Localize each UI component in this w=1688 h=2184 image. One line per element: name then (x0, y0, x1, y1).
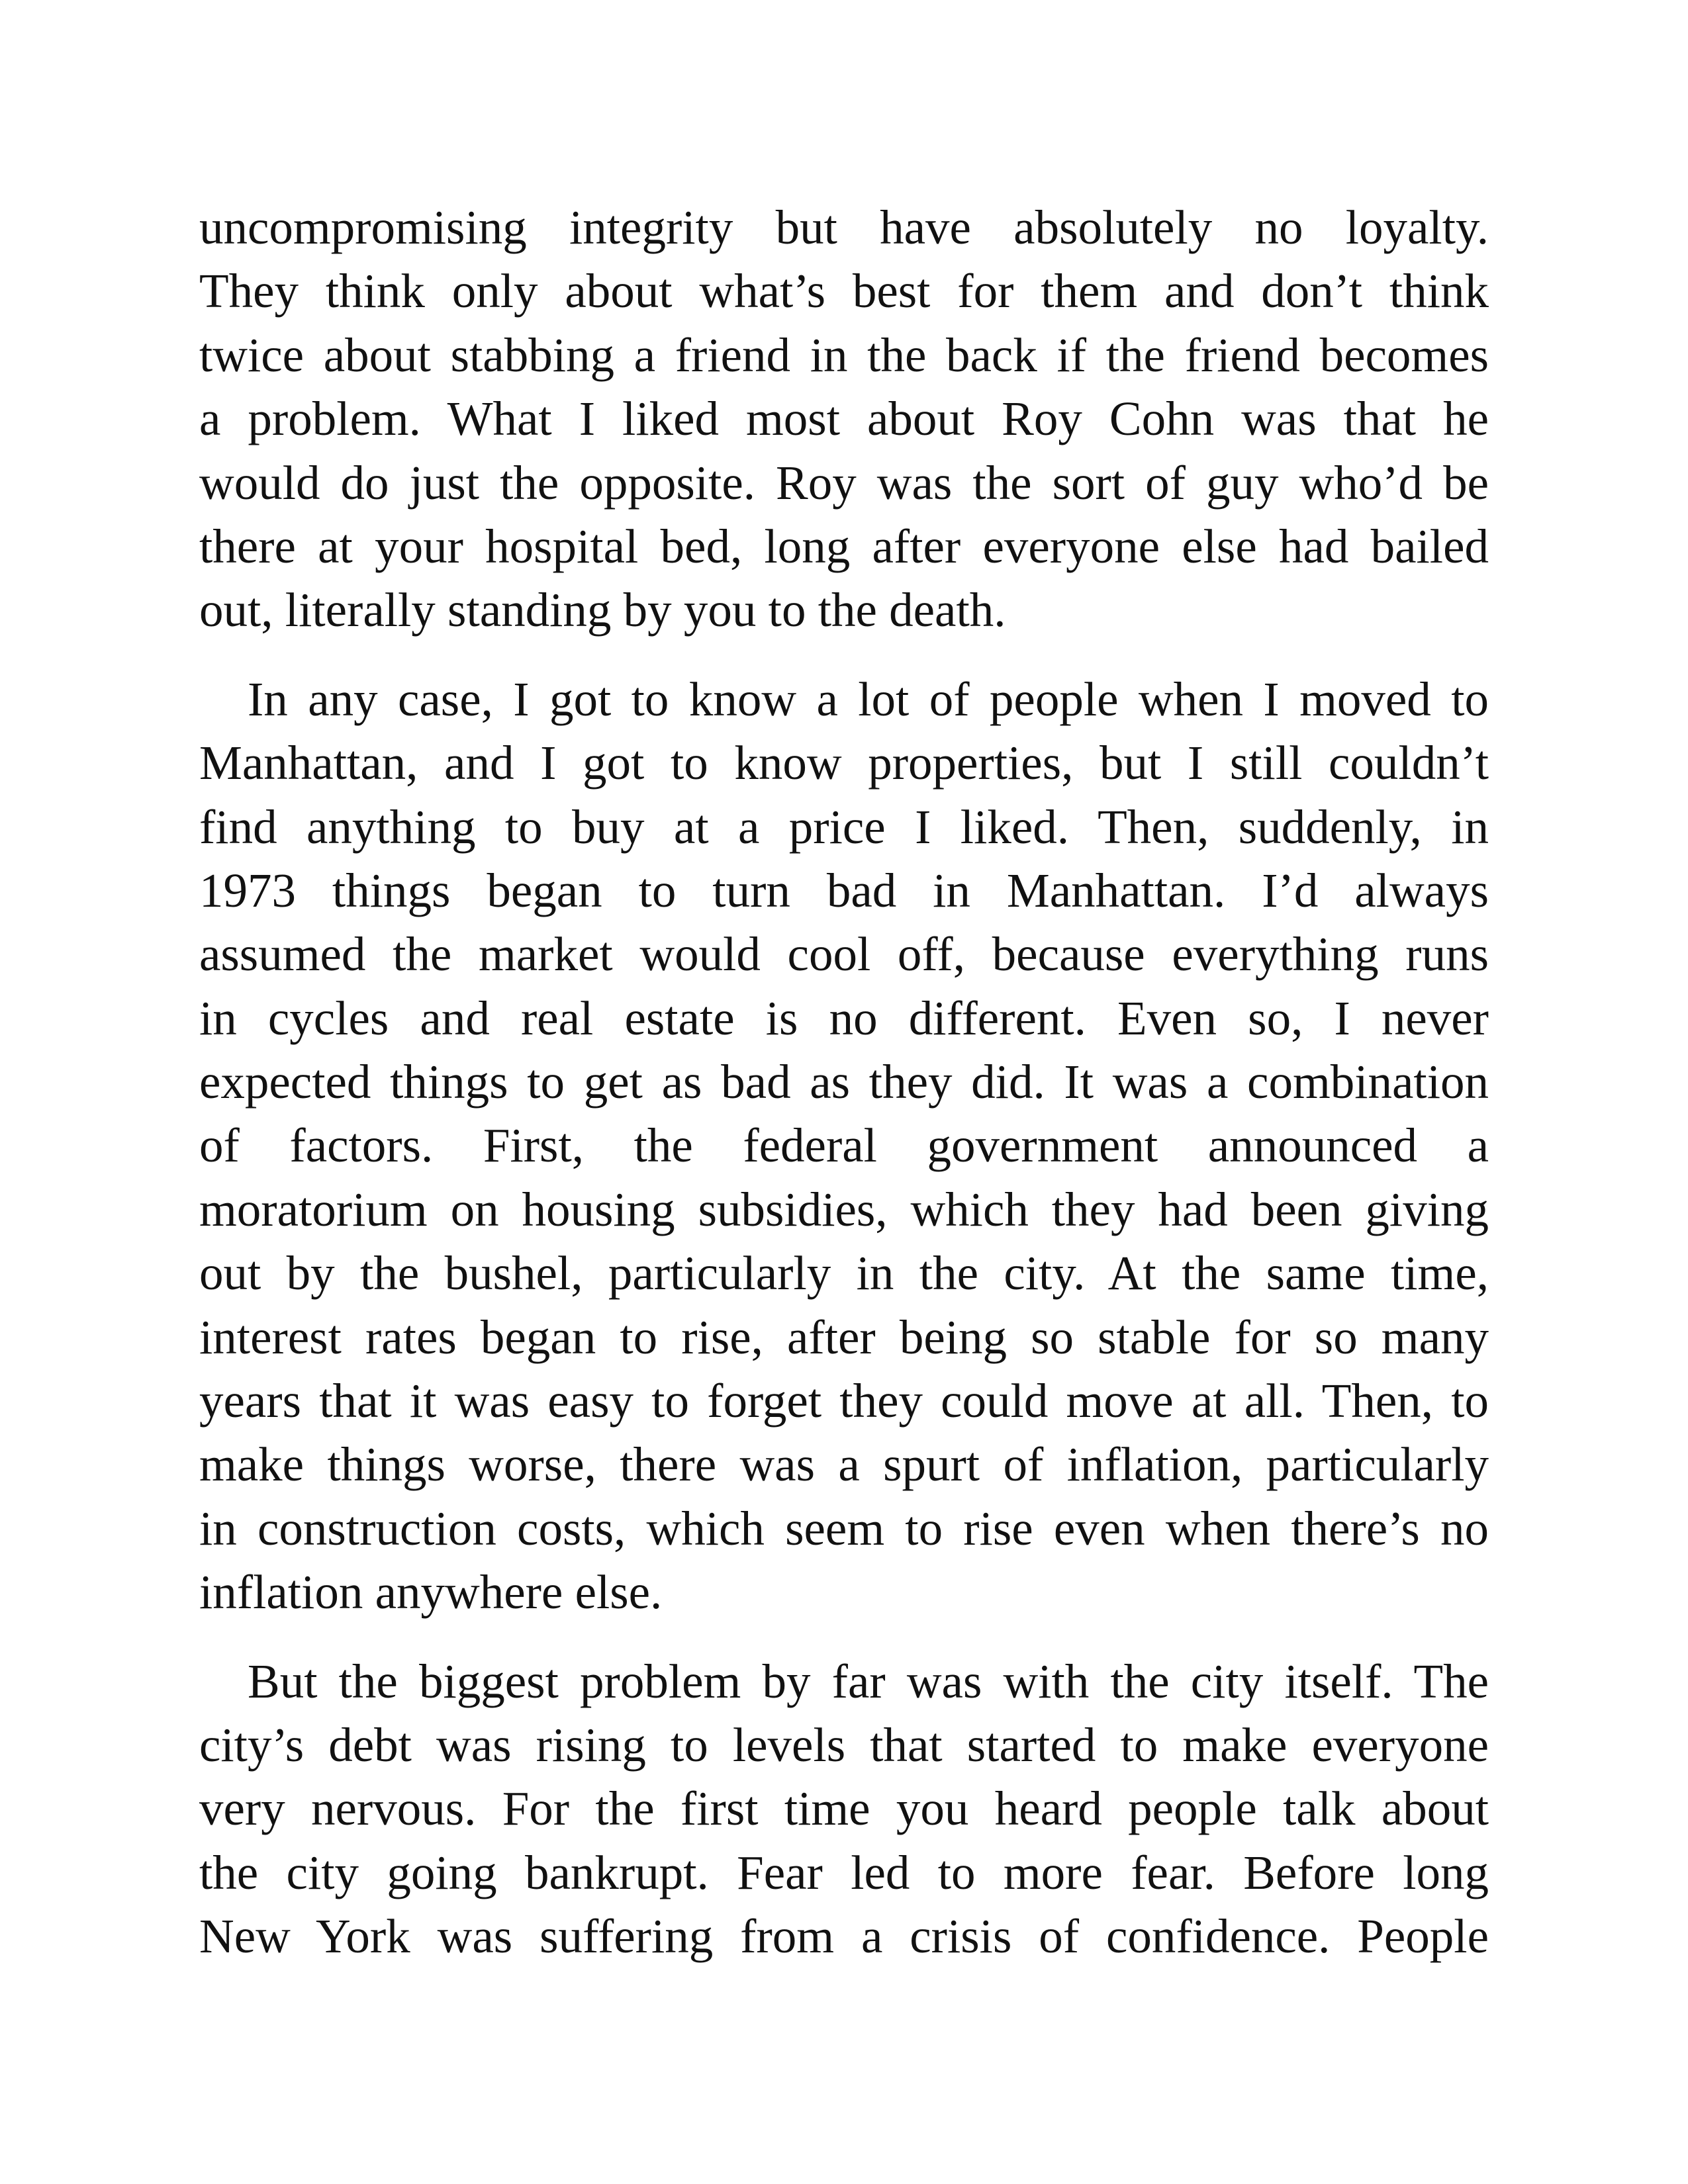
text-line: interest rates began to rise, after being so stable for so many (199, 1310, 1489, 1364)
text-line: They think only about what’s best for them and don’t think (199, 264, 1489, 318)
text-line: out, literally standing by you to the death. (199, 583, 1006, 637)
text-line: In any case, I got to know a lot of people when I moved to (248, 672, 1489, 726)
paragraph-3 (199, 1650, 1489, 1969)
paragraph-1 (199, 196, 1489, 643)
paragraph-2 (199, 668, 1489, 1625)
text-line: city’s debt was rising to levels that started to make everyone (199, 1717, 1489, 1772)
text-line: the city going bankrupt. Fear led to more fear. Before long (199, 1845, 1489, 1899)
text-line: a problem. What I liked most about Roy Cohn was that he (199, 392, 1489, 446)
text-line: inflation anywhere else. (199, 1565, 663, 1619)
text-line: years that it was easy to forget they could move at all. Then, to (199, 1374, 1489, 1428)
text-line: moratorium on housing subsidies, which they had been giving (199, 1182, 1489, 1236)
text-line: New York was suffering from a crisis of confidence. People (199, 1909, 1489, 1964)
text-line: in cycles and real estate is no different. Even so, I never (199, 991, 1489, 1045)
text-line: very nervous. For the first time you heard people talk about (199, 1782, 1489, 1836)
text-line: 1973 things began to turn bad in Manhattan. I’d always (199, 863, 1489, 917)
text-line: in construction costs, which seem to rise even when there’s no (199, 1501, 1489, 1555)
text-line: out by the bushel, particularly in the city. At the same time, (199, 1246, 1489, 1300)
text-line: of factors. First, the federal government announced a (199, 1118, 1489, 1173)
text-line: Manhattan, and I got to know properties, but I still couldn’t (199, 736, 1489, 790)
text-line: would do just the opposite. Roy was the sort of guy who’d be (199, 455, 1489, 510)
text-line: expected things to get as bad as they did. It was a combination (199, 1055, 1489, 1109)
text-line: find anything to buy at a price I liked. Then, suddenly, in (199, 799, 1489, 854)
text-line: twice about stabbing a friend in the back if the friend becomes (199, 328, 1489, 382)
text-line: make things worse, there was a spurt of inflation, particularly (199, 1437, 1489, 1492)
text-line: uncompromising integrity but have absolutely no loyalty. (199, 201, 1489, 254)
text-line: there at your hospital bed, long after everyone else had bailed (199, 519, 1489, 573)
body-text (199, 196, 1489, 1969)
text-line: But the biggest problem by far was with the city itself. The (248, 1654, 1489, 1708)
text-line: assumed the market would cool off, because everything runs (199, 927, 1489, 981)
